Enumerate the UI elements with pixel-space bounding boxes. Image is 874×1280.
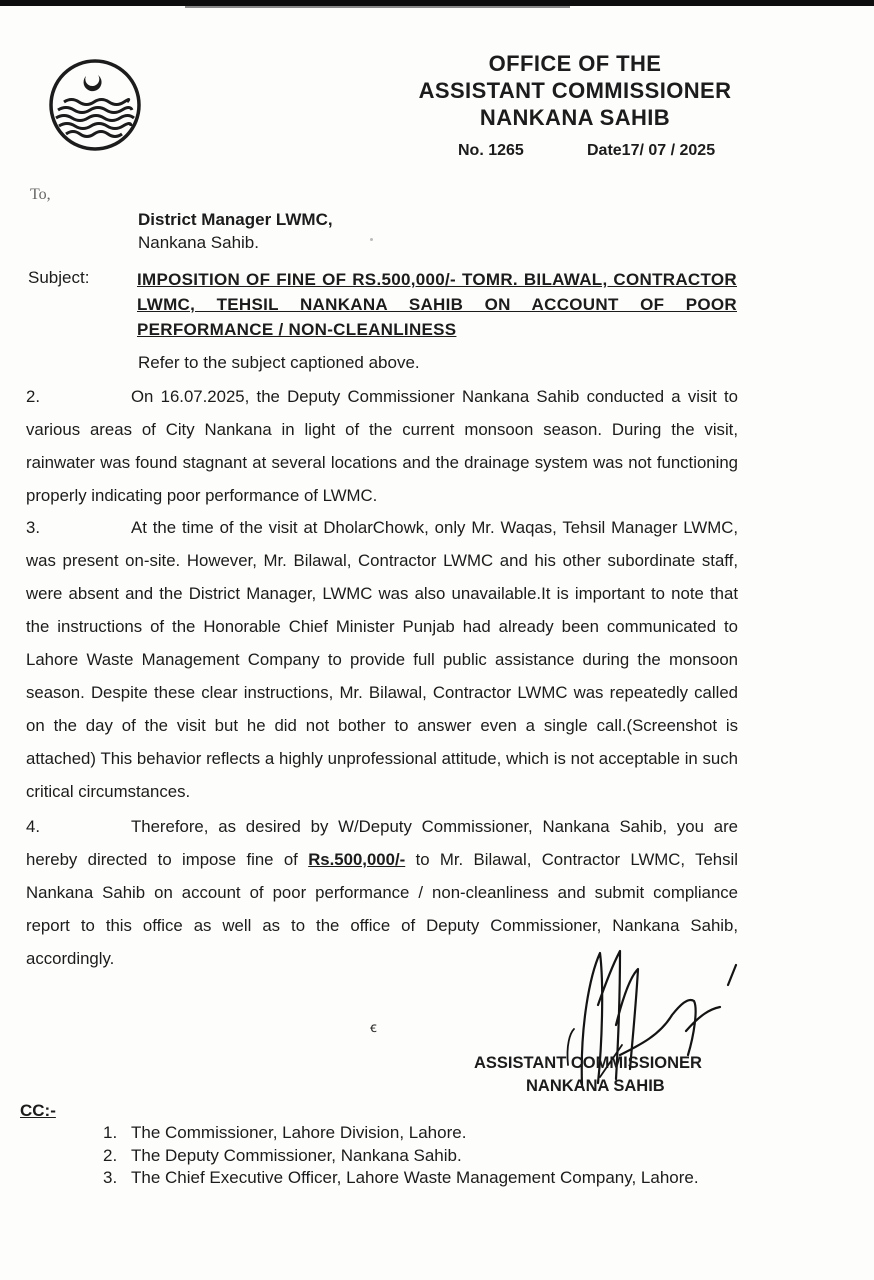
cc-item	[103, 1145, 699, 1168]
reference-number: No. 1265	[458, 142, 524, 159]
paragraph-4-number: 4.	[26, 817, 40, 836]
cc-item-number: 2.	[103, 1145, 118, 1165]
scan-speck	[370, 238, 373, 241]
cc-item-text: The Chief Executive Officer, Lahore Waste Management Company, Lahore.	[131, 1168, 699, 1187]
to-label: To,	[30, 186, 51, 203]
paragraph-2-number: 2.	[26, 387, 40, 406]
subject-text: IMPOSITION OF FINE OF RS.500,000/- TOMR. BILAWAL, CONTRACTOR LWMC, TEHSIL NANKANA SAHIB ON ACCOUNT OF POOR PERFORMANCE / NON-CLEANLINESS	[137, 270, 737, 339]
cc-item	[103, 1167, 699, 1190]
cc-item-text: The Commissioner, Lahore Division, Lahore.	[131, 1123, 467, 1142]
addressee-block	[138, 208, 333, 254]
office-heading	[400, 50, 750, 131]
paragraph-2	[26, 380, 738, 512]
fine-amount: Rs.500,000/-	[308, 850, 406, 869]
paragraph-3-number: 3.	[26, 518, 40, 537]
subject-label: Subject:	[28, 268, 90, 287]
paragraph-4-text-b: to Mr. Bilawal, Contractor LWMC, Tehsil Nankana Sahib on account of poor performance / non-cleanliness and submit compliance report to this office as well as to the office of Deputy Commissioner, Nankana Sahib, accordingly.	[26, 850, 738, 968]
cc-label: CC:-	[20, 1101, 56, 1120]
addressee-name: District Manager LWMC,	[138, 210, 333, 229]
paragraph-2-text: On 16.07.2025, the Deputy Commissioner Nankana Sahib conducted a visit to various areas of City Nankana in light of the current monsoon season. During the visit, rainwater was found stagnant at several locations and the drainage system was not functioning properly indicating poor performance of LWMC.	[26, 387, 738, 505]
refer-line: Refer to the subject captioned above.	[138, 353, 420, 372]
cc-item	[103, 1122, 699, 1145]
paragraph-3-text: At the time of the visit at DholarChowk, only Mr. Waqas, Tehsil Manager LWMC, was present on-site. However, Mr. Bilawal, Contractor LWMC and his other subordinate staff, were absent and the District Manager, LWMC was also unavailable.It is important to note that the instructions of the Honorable Chief Minister Punjab had already been communicated to Lahore Waste Management Company to provide full public assistance during the monsoon season. Despite these clear instructions, Mr. Bilawal, Contractor LWMC was repeatedly called on the day of the visit but he did not bother to answer even a single call.(Screenshot is attached) This behavior reflects a highly unprofessional attitude, which is not acceptable in such critical circumstances.	[26, 518, 738, 801]
signature-title-line1: ASSISTANT COMMISSIONER	[474, 1054, 702, 1072]
office-heading-line1: OFFICE OF THE	[488, 51, 662, 76]
cc-list	[103, 1122, 699, 1190]
cc-item-number: 3.	[103, 1168, 118, 1187]
paragraph-4-text-a: Therefore, as desired by W/Deputy Commissioner, Nankana Sahib, you are hereby directed to impose fine of	[26, 817, 738, 869]
addressee-location: Nankana Sahib.	[138, 233, 259, 252]
paragraph-3	[26, 511, 738, 808]
punjab-government-emblem-icon	[48, 58, 142, 152]
scan-top-line	[185, 6, 570, 8]
signature-title-line2: NANKANA SAHIB	[526, 1077, 665, 1095]
scan-mark: ꞓ	[370, 1019, 377, 1035]
cc-item-number: 1.	[103, 1123, 118, 1142]
letter-date: Date17/ 07 / 2025	[587, 142, 716, 159]
office-heading-line3: NANKANA SAHIB	[479, 105, 671, 130]
office-heading-line2: ASSISTANT COMMISSIONER	[418, 78, 732, 103]
cc-item-text: The Deputy Commissioner, Nankana Sahib.	[131, 1145, 462, 1165]
